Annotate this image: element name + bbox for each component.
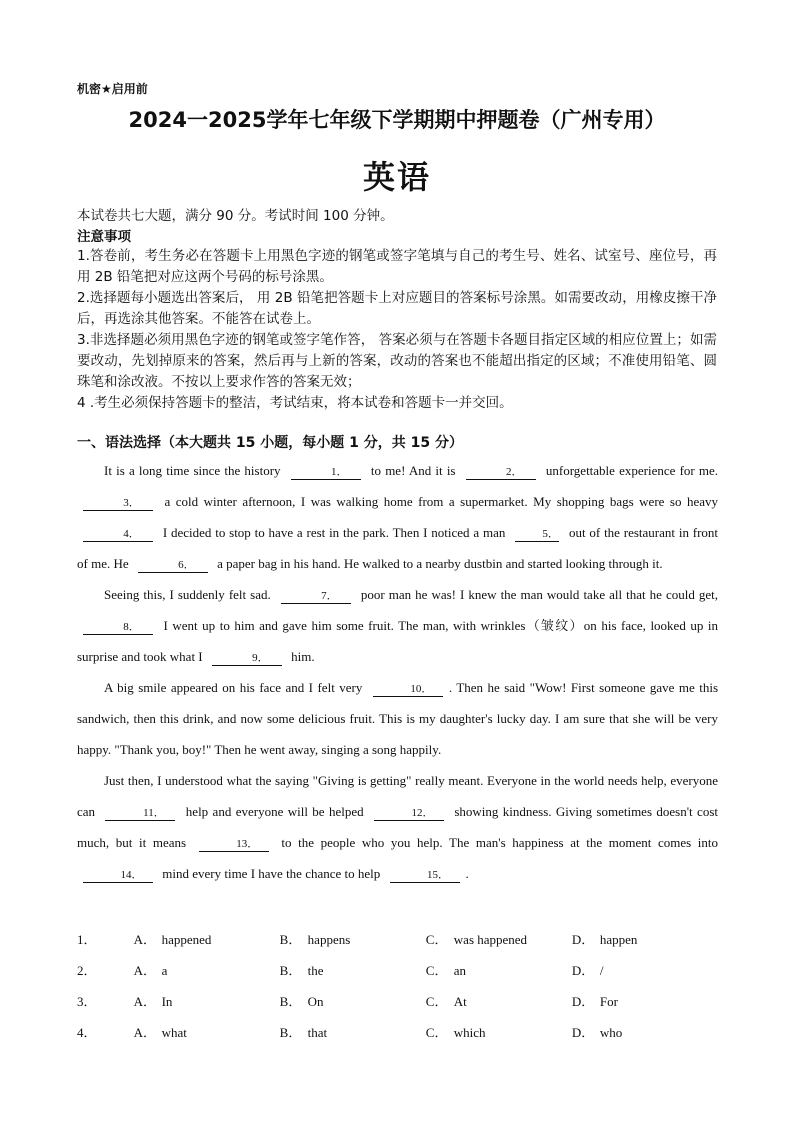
reading-passage [77,455,718,889]
answer-blank-8[interactable]: 8． [83,620,153,635]
option-letter: A． [133,932,156,947]
passage-text: to me! And it is [370,463,456,478]
option-c[interactable] [426,960,572,979]
passage-text: him. [291,649,315,664]
option-text: happens [307,932,351,947]
passage-text: a cold winter afternoon, I was walking home from a supermarket. My shopping bags were so heavy [164,494,718,509]
answer-blank-11[interactable]: 11． [105,806,175,821]
answer-blank-3[interactable]: 3． [83,496,153,511]
passage-text: It is a long time since the history [104,463,281,478]
option-a[interactable] [134,1022,280,1041]
option-letter: B． [279,932,302,947]
option-c[interactable] [426,929,572,948]
passage-paragraph-2 [77,579,718,672]
option-letter: C． [425,994,448,1009]
option-b[interactable] [280,960,426,979]
notes-list [77,246,717,414]
option-letter: A． [133,963,156,978]
option-d[interactable] [572,929,718,948]
option-c[interactable] [426,991,572,1010]
answer-blank-4[interactable]: 4． [83,527,153,542]
answer-blank-10[interactable]: 10． [373,682,443,697]
note-item: 3.非选择题必须用黑色字迹的钢笔或签字笔作答， 答案必须与在答题卡各题目指定区域的相应位置上；如需要改动，先划掉原来的答案，然后再与上新的答案，改动的答案也不能超出指定的区域；不准使用铅笔、圆珠笔和涂改液。不按以上要求作答的答案无效； [77,332,717,390]
subject-title: 英语 [362,158,431,196]
question-number: 3． [77,994,97,1009]
answer-blank-9[interactable]: 9． [212,651,282,666]
notes-heading: 注意事项 [77,229,131,245]
option-text: For [599,994,618,1009]
option-letter: D． [571,963,595,978]
option-text: At [453,994,467,1009]
option-text: an [453,963,467,978]
option-c[interactable] [426,1022,572,1041]
option-text: happen [599,932,638,947]
answer-blank-15[interactable]: 15． [390,868,460,883]
passage-text: showing kindness. Giving sometimes doesn't cost much, but it means [77,804,718,850]
option-b[interactable] [280,929,426,948]
question-options-4 [77,1016,718,1047]
passage-text: I decided to stop to have a rest in the park. Then I noticed a man [162,525,506,540]
section-heading: 一、语法选择（本大题共 15 小题，每小题 1 分，共 15 分） [77,435,463,451]
answer-blank-5[interactable]: 5． [515,527,559,542]
answer-blank-1[interactable]: 1． [291,465,361,480]
option-text: In [161,994,173,1009]
note-item: 1.答卷前，考生务必在答题卡上用黑色字迹的钢笔或签字笔填与自己的考生号、姓名、试室号、座位号，再用 2B 铅笔把对应这两个号码的标号涂黑。 [77,248,717,285]
option-letter: B． [279,994,302,1009]
question-number: 4． [77,1025,97,1040]
option-letter: C． [425,1025,448,1040]
option-text: the [307,963,324,978]
passage-text: A big smile appeared on his face and I felt very [104,680,363,695]
question-number: 2． [77,963,97,978]
option-letter: D． [571,932,595,947]
passage-paragraph-1 [77,455,718,579]
option-text: / [599,963,604,978]
option-d[interactable] [572,1022,718,1041]
option-text: that [307,1025,328,1040]
question-options-1 [77,923,718,954]
passage-text: mind every time I have the chance to help [162,866,381,881]
option-text: who [599,1025,623,1040]
option-letter: A． [133,1025,156,1040]
note-item: 2.选择题每小题选出答案后， 用 2B 铅笔把答题卡上对应题目的答案标号涂黑。如需要改动，用橡皮擦干净后，再选涂其他答案。不能答在试卷上。 [77,290,717,327]
option-text: On [307,994,324,1009]
passage-text: to the people who you help. The man's happiness at the moment comes into [281,835,719,850]
answer-blank-6[interactable]: 6． [138,558,208,573]
passage-text: I went up to him and gave him some fruit. The man, with wrinkles（皱纹）on his face, looked up in surprise and took what I [77,618,718,664]
passage-text: poor man he was! I knew the man would take all that he could get, [360,587,719,602]
option-text: which [453,1025,486,1040]
option-d[interactable] [572,991,718,1010]
option-b[interactable] [280,1022,426,1041]
passage-paragraph-3 [77,672,718,765]
exam-title: 2024一2025学年七年级下学期期中押题卷（广州专用） [128,108,666,132]
option-text: was happened [453,932,528,947]
note-item: 4 .考生必须保持答题卡的整洁，考试结束，将本试卷和答题卡一并交回。 [77,395,513,411]
passage-text: unforgettable experience for me. [545,463,719,478]
option-letter: C． [425,932,448,947]
option-b[interactable] [280,991,426,1010]
option-text: what [161,1025,187,1040]
exam-info: 本试卷共七大题，满分 90 分。考试时间 100 分钟。 [77,208,394,224]
passage-text: Seeing this, I suddenly felt sad. [104,587,271,602]
passage-text: . [465,866,469,881]
option-letter: D． [571,1025,595,1040]
answer-blank-12[interactable]: 12． [374,806,444,821]
options-list [77,923,718,1047]
option-letter: B． [279,963,302,978]
passage-text: . Then he said "Wow! First someone gave me this sandwich, then this drink, and now some delicious fruit. This is my daughter's lucky day. I am sure that she will be very happy. "Thank you, boy!" Then he went away, singing a song happily. [77,680,719,757]
answer-blank-7[interactable]: 7． [281,589,351,604]
question-options-2 [77,954,718,985]
option-a[interactable] [134,960,280,979]
option-d[interactable] [572,960,718,979]
passage-text: out of the restaurant in front of me. He [77,525,719,571]
question-number: 1． [77,932,97,947]
secret-mark: 机密★启用前 [77,82,148,96]
option-text: a [161,963,168,978]
question-options-3 [77,985,718,1016]
passage-text: Just then, I understood what the saying "Giving is getting" really meant. Everyone in the world needs help, everyone can [77,773,718,819]
option-letter: D． [571,994,595,1009]
passage-text: help and everyone will be helped [185,804,364,819]
passage-paragraph-4 [77,765,718,889]
answer-blank-2[interactable]: 2． [466,465,536,480]
passage-text: a paper bag in his hand. He walked to a nearby dustbin and started looking through it. [217,556,663,571]
option-letter: A． [133,994,156,1009]
option-a[interactable] [134,991,280,1010]
option-a[interactable] [134,929,280,948]
answer-blank-14[interactable]: 14． [83,868,153,883]
option-letter: C． [425,963,448,978]
option-text: happened [161,932,212,947]
answer-blank-13[interactable]: 13． [199,837,269,852]
option-letter: B． [279,1025,302,1040]
